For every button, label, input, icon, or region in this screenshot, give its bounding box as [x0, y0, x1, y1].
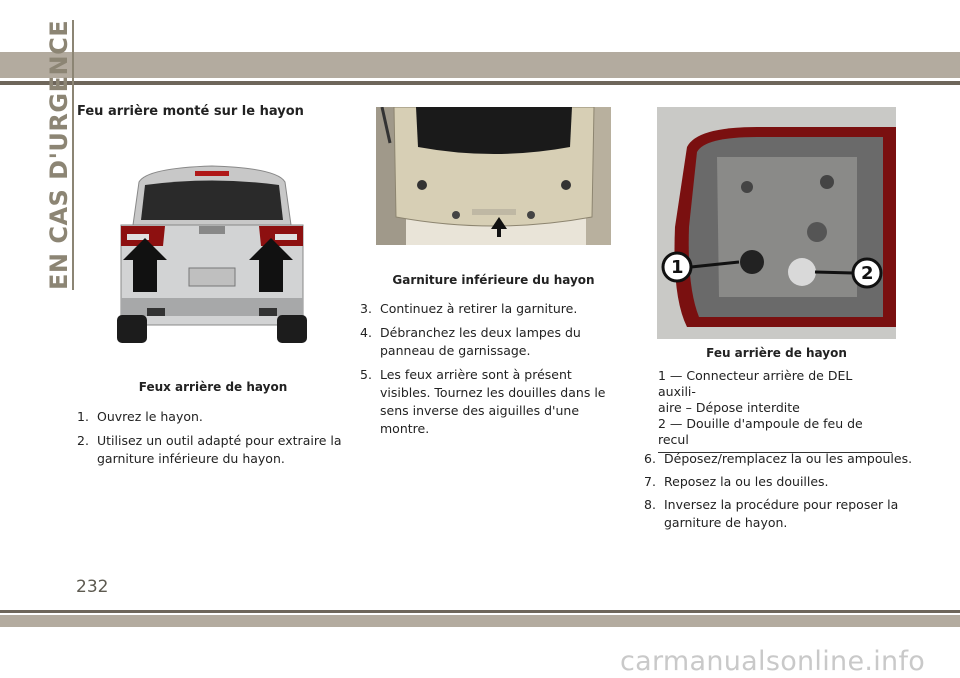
caption-photo3: Feu arrière de hayon: [706, 346, 847, 360]
photo-liftgate-trim: [376, 107, 611, 245]
photo-lamp-housing: [657, 107, 896, 339]
chapter-side-title: EN CAS D'URGENCE: [45, 19, 73, 290]
footer-rule: [0, 610, 960, 613]
step-number: 1.: [77, 409, 89, 424]
header-band: [0, 52, 960, 78]
legend-line-2: aire – Dépose interdite: [658, 400, 800, 415]
photo-legend: [658, 368, 892, 453]
step-text: Continuez à retirer la garniture.: [380, 301, 578, 316]
section-title: Feu arrière monté sur le hayon: [77, 104, 304, 119]
step-5: [360, 366, 628, 438]
caption-photo2: Garniture inférieure du hayon: [392, 273, 595, 287]
watermark-text: carmanualsonline.info: [620, 646, 926, 677]
step-number: 4.: [360, 325, 372, 340]
step-3: [360, 300, 628, 318]
step-text: Déposez/remplacez la ou les ampoules.: [664, 451, 913, 466]
liftgate-illustration: [376, 107, 611, 245]
footer-band: [0, 615, 960, 627]
header-rule: [0, 81, 960, 85]
step-text: Les feux arrière sont à présent visibles. Tournez les douilles dans le sens inverse des aiguilles d'une montre.: [380, 367, 606, 436]
step-1: [77, 408, 349, 426]
lamp-housing-illustration: [657, 107, 896, 339]
step-number: 8.: [644, 497, 656, 512]
step-text: Utilisez un outil adapté pour extraire la garniture inférieure du hayon.: [97, 433, 342, 466]
step-text: Ouvrez le hayon.: [97, 409, 203, 424]
step-6: [644, 450, 914, 468]
legend-line-3: 2 — Douille d'ampoule de feu de recul: [658, 416, 863, 447]
callout-1-label: 1: [671, 257, 684, 278]
step-number: 5.: [360, 367, 372, 382]
photo-rear-lamps: [77, 130, 349, 362]
step-8: [644, 496, 914, 532]
step-4: [360, 324, 628, 360]
step-7: [644, 473, 914, 491]
legend-line-1: 1 — Connecteur arrière de DEL auxili-: [658, 368, 853, 399]
step-text: Inversez la procédure pour reposer la garniture de hayon.: [664, 497, 899, 530]
step-text: Débranchez les deux lampes du panneau de garnissage.: [380, 325, 581, 358]
step-2: [77, 432, 349, 468]
caption-photo1: Feux arrière de hayon: [138, 380, 288, 394]
step-number: 3.: [360, 301, 372, 316]
page-number: 232: [76, 577, 109, 597]
step-number: 2.: [77, 433, 89, 448]
callout-2-label: 2: [861, 263, 874, 284]
step-text: Reposez la ou les douilles.: [664, 474, 829, 489]
step-number: 6.: [644, 451, 656, 466]
step-number: 7.: [644, 474, 656, 489]
suv-rear-illustration: [77, 130, 349, 362]
